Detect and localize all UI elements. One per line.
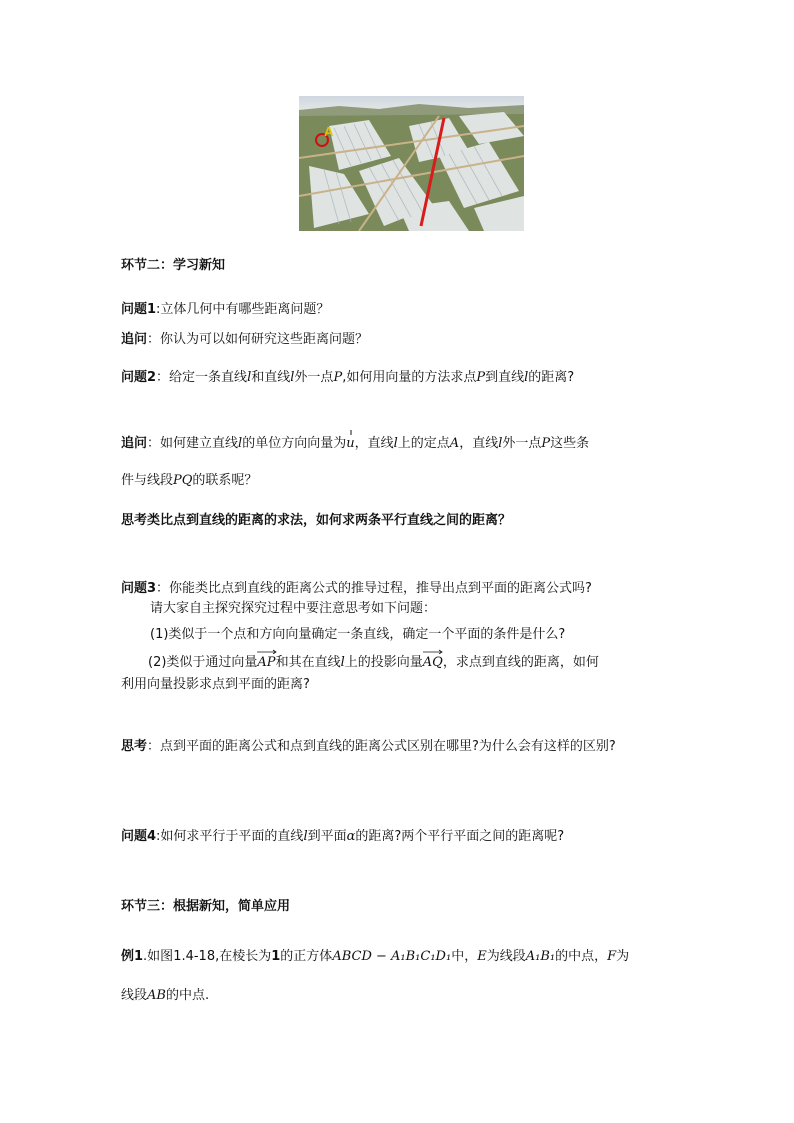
- section-2-title: 环节二：学习新知: [121, 258, 226, 273]
- think-2-label: 思考: [121, 739, 148, 754]
- example-1: 例1.如图1.4-18,在棱长为1的正方体ABCD − A₁B₁C₁D₁中，E为线段A₁B₁的中点，F为: [121, 949, 630, 964]
- aerial-photo: [299, 96, 524, 231]
- vector-AP: AP: [257, 654, 275, 672]
- vector-arrow-icon: [346, 430, 356, 435]
- question-3-item-1: (1)类似于一个点和方向向量确定一条直线，确定一个平面的条件是什么?: [150, 627, 566, 642]
- question-1-text: :立体几何中有哪些距离问题？: [156, 302, 330, 317]
- question-2-label: 问题2: [121, 370, 157, 385]
- question-3-item-2-continued: 利用向量投影求点到平面的距离?: [121, 677, 310, 692]
- follow-up-1-label: 追问: [121, 332, 148, 347]
- question-3-item-2: (2)类似于通过向量 AP和其在直线l上的投影向量 AQ，求点到直线的距离，如何: [148, 654, 599, 672]
- follow-up-2-label: 追问: [121, 436, 148, 451]
- vector-AQ: AQ: [423, 654, 443, 672]
- question-4-label: 问题4: [121, 829, 157, 844]
- question-4: 问题4:如何求平行于平面的直线l到平面α的距离?两个平行平面之间的距离呢?: [121, 829, 565, 844]
- question-1-label: 问题1: [121, 302, 157, 317]
- question-3-label: 问题3: [121, 581, 157, 596]
- follow-up-1: [121, 331, 368, 349]
- vector-arrow-icon: [257, 649, 277, 654]
- vector-arrow-icon: [423, 649, 443, 654]
- vector-u: u: [346, 435, 354, 453]
- follow-up-2-continued: 件与线段PQ的联系呢？: [121, 473, 258, 488]
- example-1-continued: 线段AB的中点.: [121, 988, 210, 1003]
- greenhouse-field-illustration: [299, 96, 524, 231]
- question-3: 问题3：你能类比点到直线的距离公式的推导过程，推导出点到平面的距离公式吗?: [121, 581, 592, 596]
- question-1: [121, 301, 329, 319]
- follow-up-1-text: ：你认为可以如何研究这些距离问题？: [147, 332, 369, 347]
- example-1-label: 例1: [121, 949, 144, 964]
- section-3-title: 环节三：根据新知，简单应用: [121, 899, 291, 914]
- question-3-intro: 请大家自主探究探究过程中要注意思考如下问题：: [150, 601, 437, 616]
- think-1: 思考类比点到直线的距离的求法，如何求两条平行直线之间的距离？: [121, 513, 512, 528]
- follow-up-2: 追问：如何建立直线l的单位方向向量为 u，直线l上的定点A，直线l外一点P这些条: [121, 435, 589, 453]
- think-2: 思考：点到平面的距离公式和点到直线的距离公式区别在哪里?为什么会有这样的区别?: [121, 739, 616, 754]
- question-2: 问题2：给定一条直线l和直线l外一点P,如何用向量的方法求点P到直线l的距离?: [121, 370, 575, 385]
- photo-marker-label: A: [324, 124, 334, 139]
